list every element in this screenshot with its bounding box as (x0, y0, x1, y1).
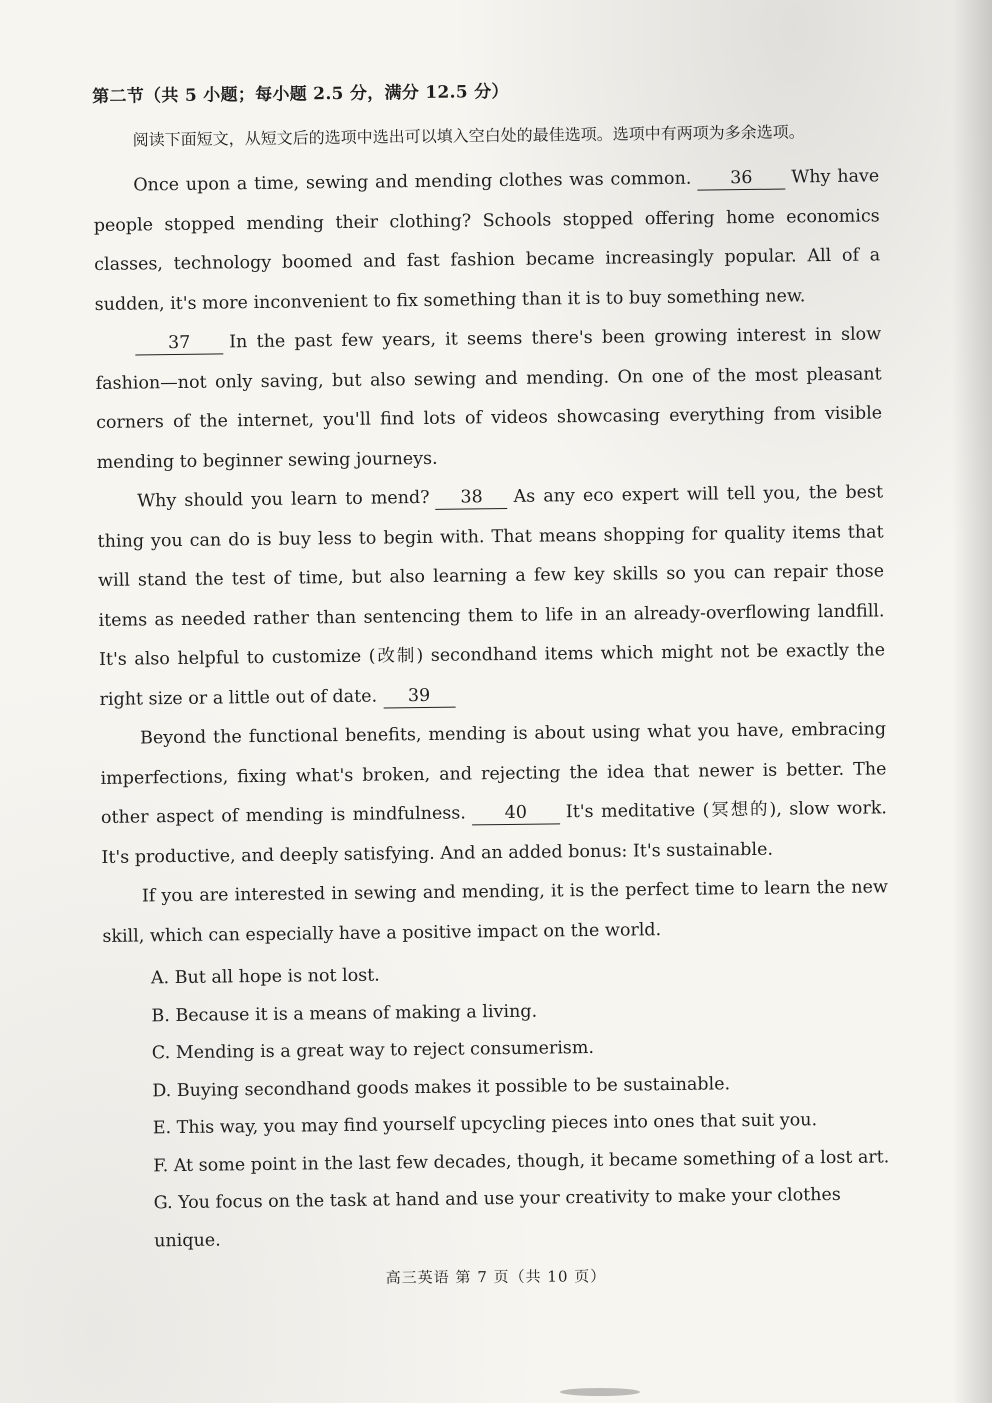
blank-40: 40 (472, 801, 560, 825)
section-instructions: 阅读下面短文，从短文后的选项中选出可以填入空白处的最佳选项。选项中有两项为多余选项。 (132, 122, 805, 150)
p3-text-a: Why should you learn to mend? (137, 487, 430, 512)
option-b: B. Because it is a means of making a living. (151, 1001, 538, 1026)
passage-paragraph-4 (100, 710, 888, 878)
p2-text-b: In the past few years, it seems there's been growing interest in slow fashion—not only saving, but also sewing and mending. On one of the most pleasant corners of the internet, you'll find lots of videos showcasing everything from visible mending to beginner sewing journeys. (95, 324, 883, 473)
passage-paragraph-1 (93, 157, 881, 325)
p1-text-a: Once upon a time, sewing and mending clothes was common. (133, 168, 692, 196)
page-footer: 高三英语 第 7 页（共 10 页） (385, 1267, 607, 1287)
option-d: D. Buying secondhand goods makes it possible to be sustainable. (152, 1073, 731, 1101)
page-edge-shadow (952, 0, 992, 1403)
scan-smudge (560, 1388, 640, 1396)
answer-options (103, 951, 893, 1261)
blank-36: 36 (697, 167, 785, 191)
p3-text-b: As any eco expert will tell you, the best thing you can do is buy less to begin with. That means shopping for quality items that will stand the test of time, but also learning a few key skills so you can repair those items as needed rather than sentencing them to life in an already-overflowing landfill. It's also helpful to customize (改制) secondhand items which might not be exactly the right size or a little out of date. (97, 482, 886, 710)
option-f: F. At some point in the last few decades, though, it became something of a lost art. (153, 1146, 890, 1176)
p4-text-a: Beyond the functional benefits, mending is about using what you have, embracing imperfections, fixing what's broken, and rejecting the idea that newer is better. The other aspect of mending is mindfulness. (100, 719, 887, 828)
p4-text-b: It's meditative (冥想的), slow work. It's productive, and deeply satisfying. And an added bonus: It's sustainable. (101, 798, 888, 868)
option-e: E. This way, you may find yourself upcycling pieces into ones that suit you. (152, 1110, 818, 1139)
passage-paragraph-5: If you are interested in sewing and mending, it is the perfect time to learn the new skill, which can especially have a positive impact on the world. (102, 877, 889, 947)
exam-content (92, 72, 892, 1261)
option-g: G. You focus on the task at hand and use your creativity to make your clothes unique. (153, 1184, 841, 1251)
option-a: A. But all hope is not lost. (150, 965, 380, 989)
blank-39: 39 (383, 684, 455, 708)
option-c: C. Mending is a great way to reject consumerism. (151, 1037, 595, 1064)
passage-paragraph-2 (95, 315, 883, 483)
blank-38: 38 (435, 486, 507, 510)
blank-37: 37 (135, 331, 223, 355)
p1-text-b: Why have people stopped mending their clothing? Schools stopped offering home economics classes, technology boomed and fast fashion became increasingly popular. All of a sudden, it's more inconvenient to fix something than it is to buy something new. (93, 166, 881, 315)
passage-paragraph-3 (97, 473, 886, 720)
section-title: 第二节（共 5 小题；每小题 2.5 分，满分 12.5 分） (92, 81, 509, 107)
